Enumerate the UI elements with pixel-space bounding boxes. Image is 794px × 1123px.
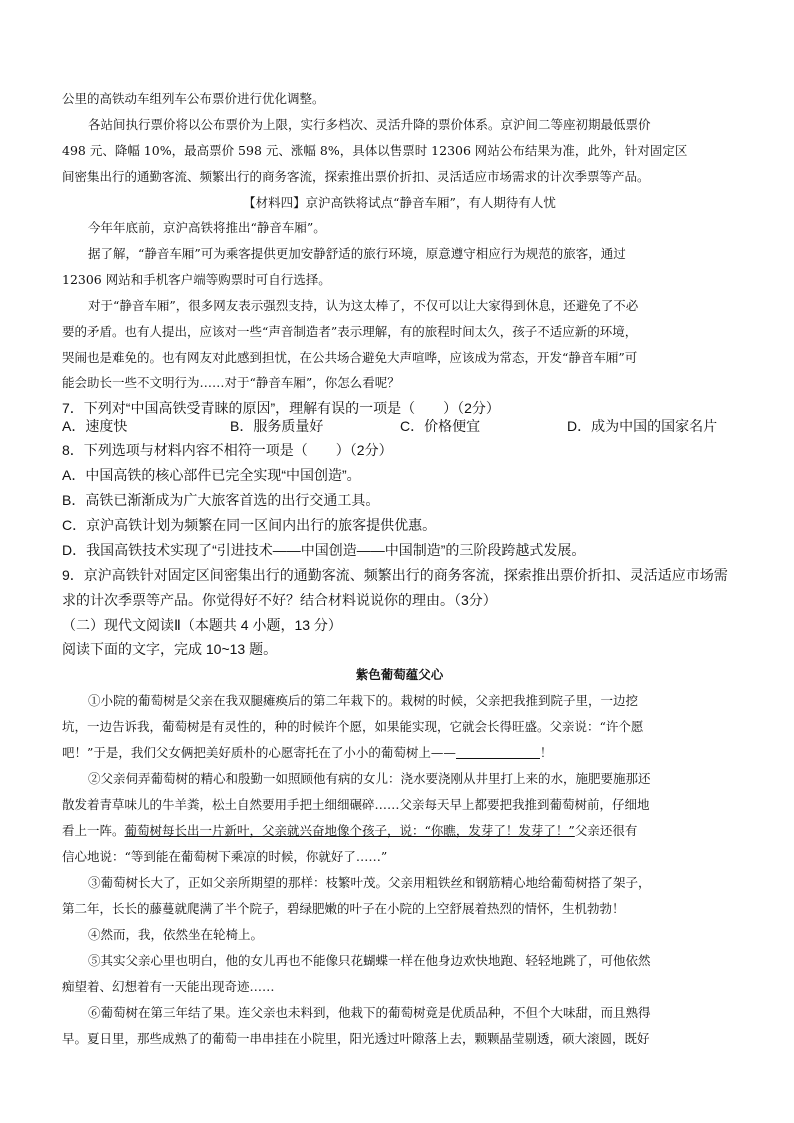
material-four-heading: 【材料四】京沪高铁将试点“静音车厢”，有人期待有人忧 [243, 195, 556, 210]
material-line: 间密集出行的通勤客流、频繁出行的商务客流，探索推出票价折扣、灵活适应市场需求的计次季票等产品。 [62, 169, 650, 184]
q8-option-c[interactable]: C．京沪高铁计划为频繁在同一区间内出行的旅客提供优惠。 [62, 517, 437, 533]
q7-option-a[interactable]: A．速度快 [62, 418, 128, 434]
material-line: 能会助长一些不文明行为……对于“静音车厢”，你怎么看呢？ [62, 375, 400, 390]
reading-instruction: 阅读下面的文字，完成 10~13 题。 [62, 641, 278, 657]
story-text: ！ [539, 745, 553, 760]
q7-option-d[interactable]: D．成为中国的国家名片 [567, 418, 718, 434]
story-title: 紫色葡萄蕴父心 [355, 667, 444, 682]
story-line: ①小院的葡萄树是父亲在我双腿瘫痪后的第二年栽下的。栽树的时候，父亲把我推到院子里，一边挖 [88, 693, 639, 708]
underlined-sentence: 葡萄树每长出一片新叶，父亲就兴奋地像个孩子，说：“你瞧，发芽了！发芽了！” [124, 823, 575, 838]
question-9-line: 求的计次季票等产品。你觉得好不好？结合材料说说你的理由。（3分） [62, 592, 497, 608]
question-9-line: 9．京沪高铁针对固定区间密集出行的通勤客流、频繁出行的商务客流，探索推出票价折扣、灵活适应市场需 [62, 567, 728, 583]
fill-in-blank[interactable] [456, 744, 540, 759]
story-line: ③葡萄树长大了，正如父亲所期望的那样：枝繁叶茂。父亲用粗铁丝和钢筋精心地给葡萄树搭了架子， [88, 875, 651, 890]
story-line: 第二年，长长的藤蔓就爬满了半个院子，碧绿肥嫩的叶子在小院的上空舒展着热烈的情怀，生机勃勃！ [62, 901, 625, 916]
material-line: 498 元、降幅 10%，最高票价 598 元、涨幅 8%，具体以售票时 12306 网站公布结果为准，此外，针对固定区 [62, 143, 688, 158]
story-text: 看上一阵。 [62, 823, 125, 838]
q8-option-d[interactable]: D．我国高铁技术实现了“引进技术——中国创造——中国制造”的三阶段跨越式发展。 [62, 542, 586, 558]
question-8-stem: 8．下列选项与材料内容不相符一项是（ ）（2分） [62, 442, 393, 458]
material-line: 要的矛盾。也有人提出，应该对一些“声音制造者”表示理解，有的旅程时间太久，孩子不适应新的环境， [62, 324, 638, 339]
story-line: 散发着青草味儿的牛羊粪，松土自然要用手把土细细碾碎……父亲每天早上都要把我推到葡萄树前，仔细地 [62, 797, 650, 812]
story-text: 父亲还很有 [574, 823, 638, 838]
story-line: 坑，一边告诉我，葡萄树是有灵性的，种的时候许个愿，如果能实现，它就会长得旺盛。父亲说：“许个愿 [62, 719, 644, 734]
story-line: ⑥葡萄树在第三年结了果。连父亲也未料到，他栽下的葡萄树竟是优质品种，不但个大味甜，而且熟得 [88, 1005, 651, 1020]
story-line: 痴望着、幻想着有一天能出现奇迹…… [62, 979, 275, 994]
q8-option-b[interactable]: B．高铁已渐渐成为广大旅客首选的出行交通工具。 [62, 492, 380, 508]
story-line-with-blank [62, 740, 737, 766]
story-line: 早。夏日里，那些成熟了的葡萄一串串挂在小院里，阳光透过叶隙落上去，颗颗晶莹剔透，硕大滚圆，既好 [62, 1031, 650, 1046]
material-line: 12306 网站和手机客户端等购票时可自行选择。 [62, 272, 331, 287]
story-line: 信心地说：“等到能在葡萄树下乘凉的时候，你就好了……” [62, 849, 388, 864]
q7-option-b[interactable]: B．服务质量好 [230, 418, 324, 434]
story-line: ④然而，我，依然坐在轮椅上。 [88, 927, 264, 942]
q8-option-a[interactable]: A．中国高铁的核心部件已完全实现“中国创造”。 [62, 467, 361, 483]
material-line: 今年年底前，京沪高铁将推出“静音车厢”。 [88, 220, 326, 235]
story-text: 吧！”于是，我们父女俩把美好质朴的心愿寄托在了小小的葡萄树上—— [62, 745, 456, 760]
question-7-stem: 7．下列对“中国高铁受青睐的原因”，理解有误的一项是（ ）（2分） [62, 400, 500, 416]
section-heading: （二）现代文阅读Ⅱ（本题共 4 小题，13 分） [62, 617, 342, 633]
material-line: 据了解，“静音车厢”可为乘客提供更加安静舒适的旅行环境，原意遵守相应行为规范的旅客，通过 [88, 246, 626, 261]
q7-option-c[interactable]: C．价格便宜 [400, 418, 481, 434]
material-line: 各站间执行票价将以公布票价为上限，实行多档次、灵活升降的票价体系。京沪间二等座初期最低票价 [88, 117, 651, 132]
story-line-underlined [62, 818, 737, 844]
material-line: 哭闹也是难免的。也有网友对此感到担忧，在公共场合避免大声喧哗，应该成为常态，开发“静音车厢”可 [62, 350, 638, 365]
material-line: 对于“静音车厢”，很多网友表示强烈支持，认为这太棒了，不仅可以让大家得到休息，还避免了不必 [88, 298, 639, 313]
story-line: ⑤其实父亲心里也明白，他的女儿再也不能像只花蝴蝶一样在他身边欢快地跑、轻轻地跳了，可他依然 [88, 953, 651, 968]
story-line: ②父亲伺弄葡萄树的精心和殷勤一如照顾他有病的女儿：浇水要浇刚从井里打上来的水，施肥要施那还 [88, 771, 651, 786]
material-line: 公里的高铁动车组列车公布票价进行优化调整。 [62, 91, 325, 106]
